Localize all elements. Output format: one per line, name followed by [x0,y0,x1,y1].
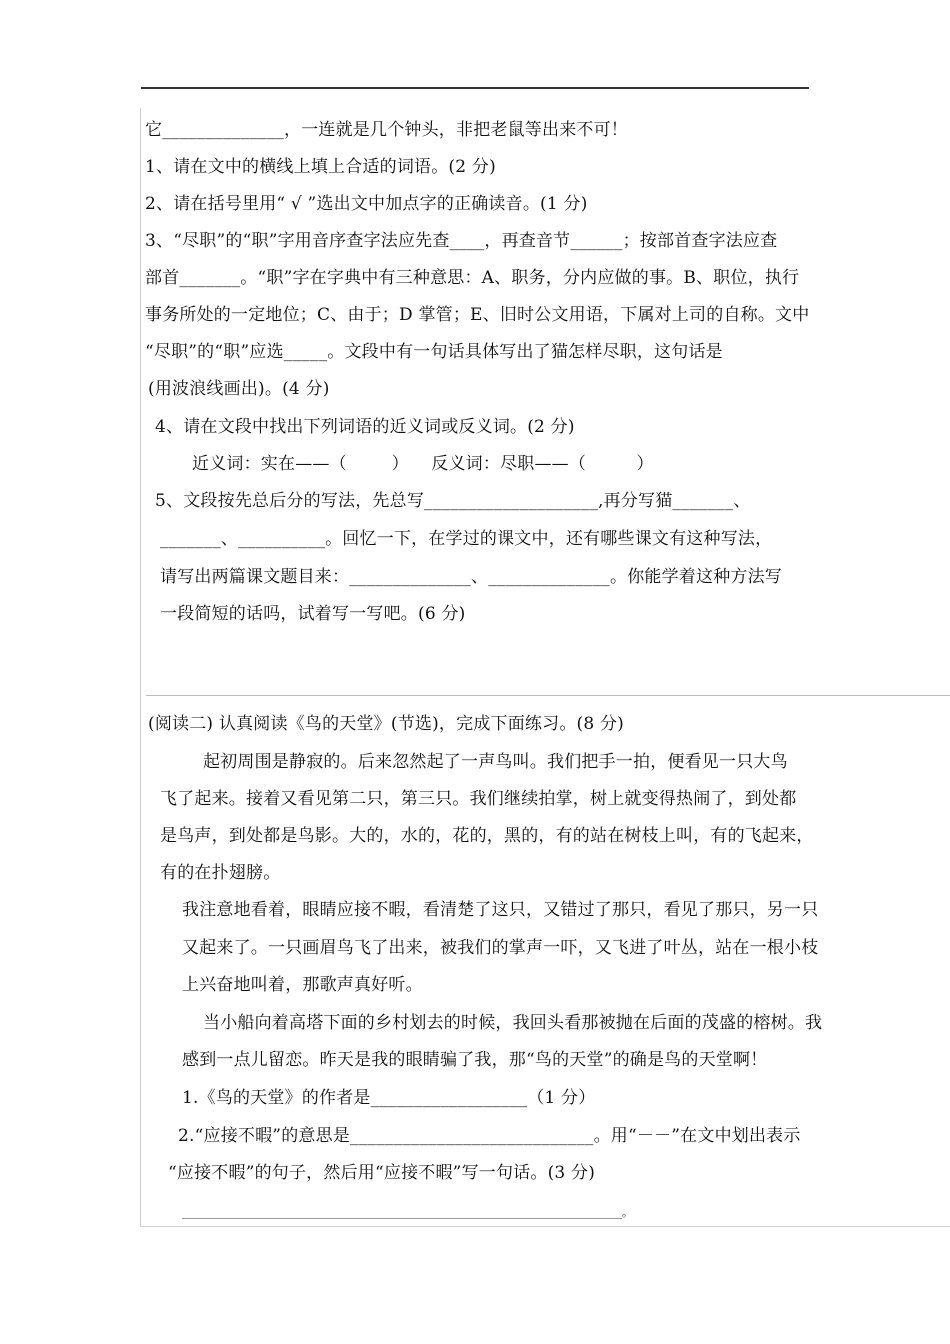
reading-2-title: (阅读二) 认真阅读《鸟的天堂》(节选)，完成下面练习。(8 分) [148,714,625,734]
text-line: 它______________，一连就是几个钟头，非把老鼠等出来不可！ [145,120,628,140]
passage-line: 感到一点儿留恋。昨天是我的眼睛骗了我，那“鸟的天堂”的确是鸟的天堂啊！ [182,1050,768,1070]
passage-line: 上兴奋地叫着，那歌声真好听。 [182,975,423,995]
question-5-line-4: 一段简短的话吗，试着写一写吧。(6 分) [160,604,466,624]
question-3-line-2: 部首_______。“职”字在字典中有三种意思：A、职务，分内应做的事。B、职位，执行 [145,268,800,288]
answer-line: ________________________________________________________________________________。 [182,1206,633,1219]
header-rule [141,87,809,89]
question-3: 3、“尽职”的“职”字用音序查字法应先查____，再查音节______；按部首查字法应查 [145,231,778,251]
question-3-line-5: (用波浪线画出)。(4 分) [148,379,330,399]
reading-2-question-1: 1.《鸟的天堂》的作者是__________________（1 分） [182,1088,596,1108]
question-3-line-4: “尽职”的“职”应选_____。文段中有一句话具体写出了猫怎样尽职，这句话是 [145,342,723,362]
question-5-line-2: _______、__________。回忆一下，在学过的课文中，还有哪些课文有这种写法， [160,529,773,549]
passage-line: 有的在扑翅膀。 [160,863,281,883]
reading-2-question-2: 2.“应接不暇”的意思是____________________________。用“－－”在文中划出表示 [178,1126,801,1146]
passage-line: 我注意地看着，眼睛应接不暇，看清楚了这只，又错过了那只，看见了那只，另一只 [182,900,819,920]
question-3-line-3: 事务所处的一定地位；C、由于；D 掌管；E、旧时公文用语，下属对上司的自称。文中 [145,305,810,325]
passage-line: 又起来了。一只画眉鸟飞了出来，被我们的掌声一吓，又飞进了叶丛，站在一根小枝 [182,938,819,958]
question-4: 4、请在文段中找出下列词语的近义词或反义词。(2 分) [155,417,575,437]
question-1: 1、请在文中的横线上填上合适的词语。(2 分) [145,157,496,177]
question-2: 2、请在括号里用“ √ ”选出文中加点字的正确读音。(1 分) [145,194,588,214]
passage-line: 起初周围是静寂的。后来忽然起了一声鸟叫。我们把手一拍，便看见一只大鸟 [203,752,788,772]
question-5-line-3: 请写出两篇课文题目来：______________、______________。你能学着这种方法写 [160,567,782,587]
reading-2-question-2-line-2: “应接不暇”的句子，然后用“应接不暇”写一句话。(3 分) [168,1163,596,1183]
section-divider [146,695,950,696]
passage-line: 飞了起来。接着又看见第二只，第三只。我们继续拍掌，树上就变得热闹了，到处都 [160,789,797,809]
question-5: 5、文段按先总后分的写法，先总写____________________,再分写猫_______、 [155,491,751,511]
question-4-synonyms: 近义词：实在——（ ） 反义词：尽职——（ ） [192,454,654,474]
passage-line: 当小船向着高塔下面的乡村划去的时候，我回头看那被抛在后面的茂盛的榕树。我 [203,1013,823,1033]
passage-line: 是鸟声，到处都是鸟影。大的，水的，花的，黑的，有的站在树枝上叫，有的飞起来， [160,826,814,846]
